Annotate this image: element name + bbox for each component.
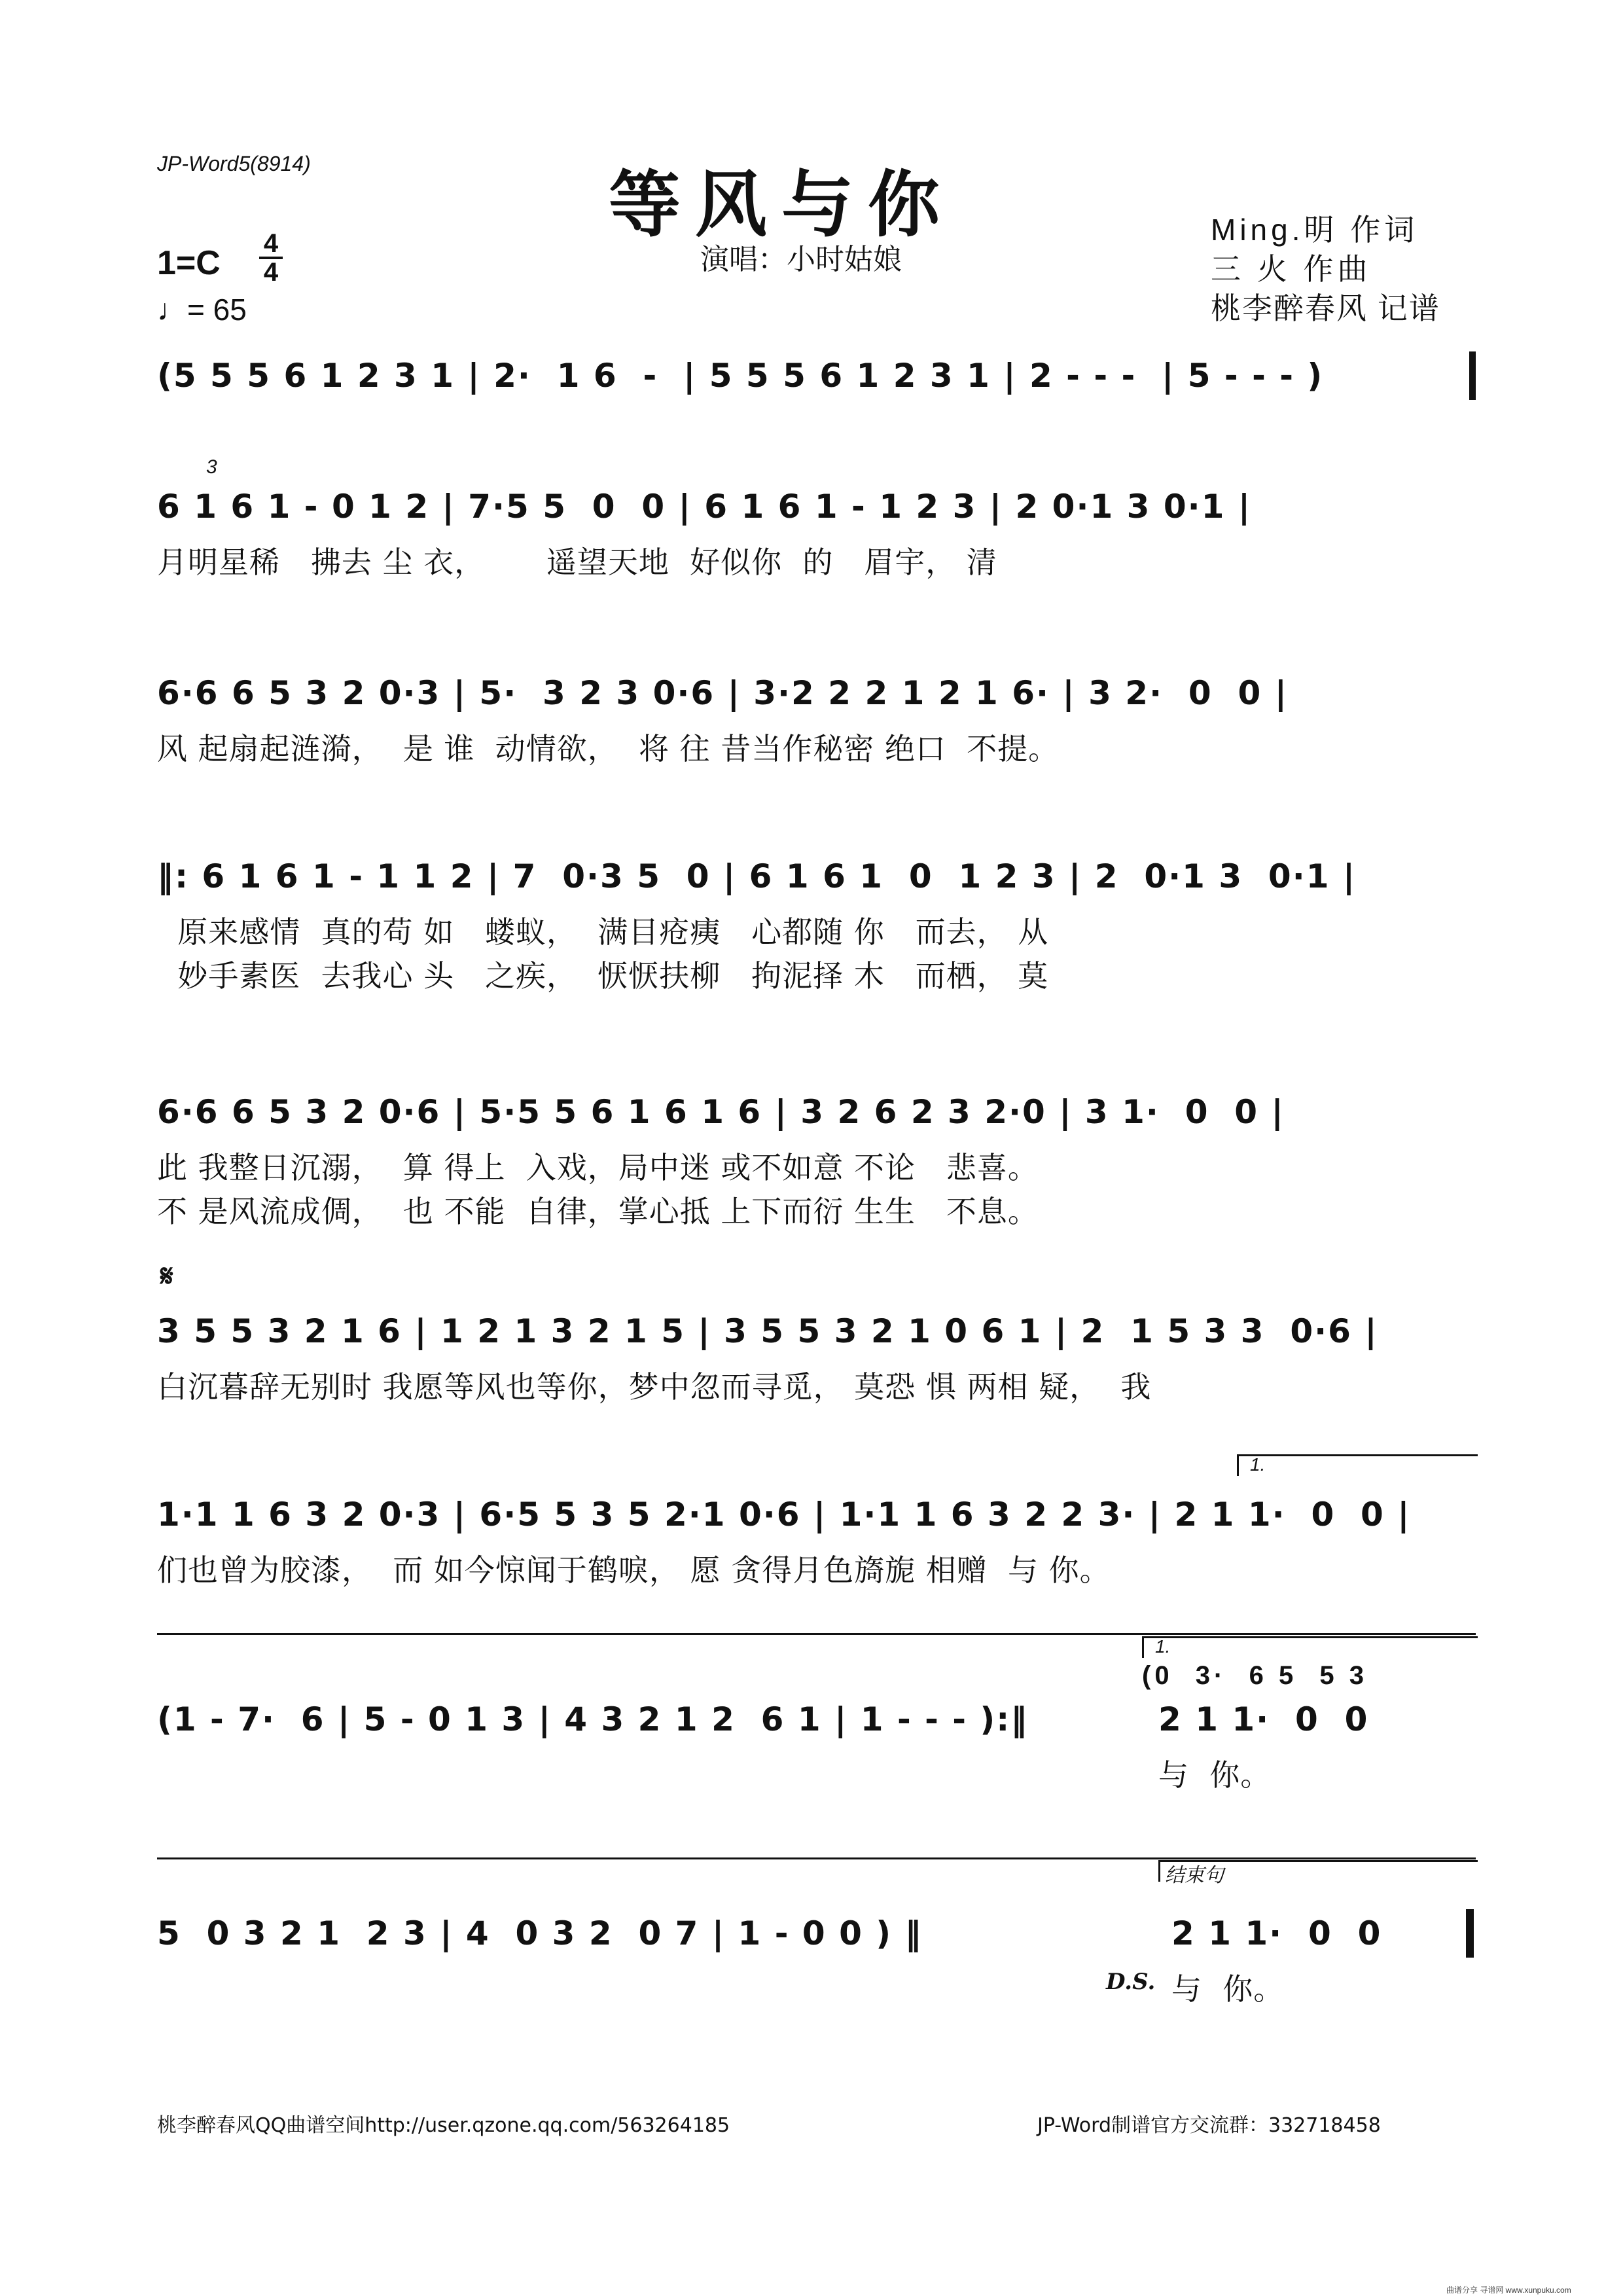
lyrics-verse-1: 原来感情 真的苟 如 蝼蚁， 满目疮痍 心都随 你 而去， 从 <box>157 914 1049 950</box>
time-sig-top: 4 <box>263 229 279 258</box>
lyrics-line: 风 起扇起涟漪， 是 谁 动情欲， 将 往 昔当作秘密 绝口 不提。 <box>157 731 1060 766</box>
barline-end <box>1469 351 1476 400</box>
final-barline <box>1466 1909 1474 1958</box>
tempo: ♩= 65 <box>157 293 247 327</box>
time-sig-bottom: 4 <box>263 258 279 287</box>
notes-line: (5 5 5 6 1 2 3 1 | 2· 1 6 - | 5 5 5 6 1 2 3 1 | 2 - - - | 5 - - - ) <box>157 357 1324 395</box>
score-line-3 <box>157 674 1476 766</box>
score-line-5 <box>157 1093 1476 1229</box>
score-line-6 <box>157 1312 1476 1405</box>
software-label: JP-Word5(8914) <box>157 152 311 175</box>
alt-lyrics: 与 你。 <box>1158 1757 1272 1793</box>
song-title: 等风与你 <box>609 162 954 247</box>
score-line-8 <box>157 1700 1139 1772</box>
segno-mark: 𝄋 <box>160 1259 173 1293</box>
footer-left: 桃李醉春风QQ曲谱空间http://user.qzone.qq.com/563264185 <box>157 2114 730 2137</box>
credit-transcriber: 桃李醉春风 记谱 <box>1211 291 1440 325</box>
notes-line: ‖: 6 1 6 1 - 1 1 2 | 7 0·3 5 0 | 6 1 6 1 0 1 2 3 | 2 0·1 3 0·1 | <box>157 857 1357 895</box>
lyrics-line: 白沉暮辞无别时 我愿等风也等你，梦中忽而寻觅， 莫恐 惧 两相 疑， 我 <box>157 1369 1152 1405</box>
volta-number: 1. <box>1250 1454 1266 1475</box>
watermark: 曲谱分享 寻谱网 www.xunpuku.com <box>1446 2286 1571 2295</box>
lyrics-line: 们也曾为胶漆， 而 如今惊闻于鹤唳， 愿 贪得月色旖旎 相赠 与 你。 <box>157 1552 1111 1588</box>
notes-line: 6·6 6 5 3 2 0·6 | 5·5 5 6 1 6 1 6 | 3 2 6 2 3 2·0 | 3 1· 0 0 | <box>157 1093 1285 1131</box>
volta-number: 1. <box>1155 1636 1171 1657</box>
alt-voice-line: (0 3· 6 5 5 3 <box>1142 1661 1368 1690</box>
notes-line: 3 5 5 3 2 1 6 | 1 2 1 3 2 1 5 | 3 5 5 3 2 1 0 6 1 | 2 1 5 3 3 0·6 | <box>157 1312 1378 1350</box>
score-line-4 <box>157 857 1476 994</box>
alt-notes: 2 1 1· 0 0 <box>1158 1700 1369 1738</box>
notes-line: 6 1 6 1 - 0 1 2 | 7·5 5 0 0 | 6 1 6 1 - 1 2 3 | 2 0·1 3 0·1 | <box>157 488 1252 526</box>
lyrics-verse-1: 此 我整日沉溺， 算 得上 入戏，局中迷 或不如意 不论 悲喜。 <box>157 1150 1039 1185</box>
volta-bracket <box>1237 1454 1478 1476</box>
ds-mark: D.S. <box>1106 1969 1156 1995</box>
coda-notes: 2 1 1· 0 0 <box>1171 1914 1382 1952</box>
notes-line: (1 - 7· 6 | 5 - 0 1 3 | 4 3 2 1 2 6 1 | 1 - - - ):‖ <box>157 1700 1029 1738</box>
staff-rule <box>157 1857 1476 1859</box>
staff-rule <box>157 1633 1476 1635</box>
lyrics-verse-2: 妙手素医 去我心 头 之疾， 恹恹扶柳 拘泥择 木 而栖， 莫 <box>157 958 1049 994</box>
coda-lyrics: 与 你。 <box>1171 1971 1285 2007</box>
notes-line: 6·6 6 5 3 2 0·3 | 5· 3 2 3 0·6 | 3·2 2 2 1 2 1 6· | 3 2· 0 0 | <box>157 674 1288 712</box>
score-line-7 <box>157 1496 1476 1588</box>
footer-right: JP-Word制谱官方交流群：332718458 <box>1037 2114 1381 2137</box>
lyrics-verse-2: 不 是风流成倜， 也 不能 自律，掌心抵 上下而衍 生生 不息。 <box>157 1194 1039 1229</box>
score-line-1 <box>157 357 1476 429</box>
notes-line: 5 0 3 2 1 2 3 | 4 0 3 2 0 7 | 1 - 0 0 ) ‖ <box>157 1914 923 1952</box>
singer: 演唱：小时姑娘 <box>700 243 902 276</box>
lyrics-line: 月明星稀 拂去 尘 衣， 遥望天地 好似你 的 眉宇， 清 <box>157 545 997 580</box>
key-signature: 1=C <box>157 244 221 282</box>
volta-bracket <box>1142 1636 1478 1658</box>
credit-lyricist: Ming.明 作词 <box>1211 213 1419 247</box>
notes-line: 1·1 1 6 3 2 0·3 | 6·5 5 3 5 2·1 0·6 | 1·1 1 6 3 2 2 3· | 2 1 1· 0 0 | <box>157 1496 1411 1534</box>
triplet-mark: 3 <box>206 456 217 478</box>
credit-composer: 三 火 作曲 <box>1211 252 1372 286</box>
time-signature <box>257 230 285 285</box>
coda-label: 结束句 <box>1165 1865 1224 1886</box>
score-line-2 <box>157 456 1476 580</box>
score-line-9 <box>157 1914 1139 1986</box>
